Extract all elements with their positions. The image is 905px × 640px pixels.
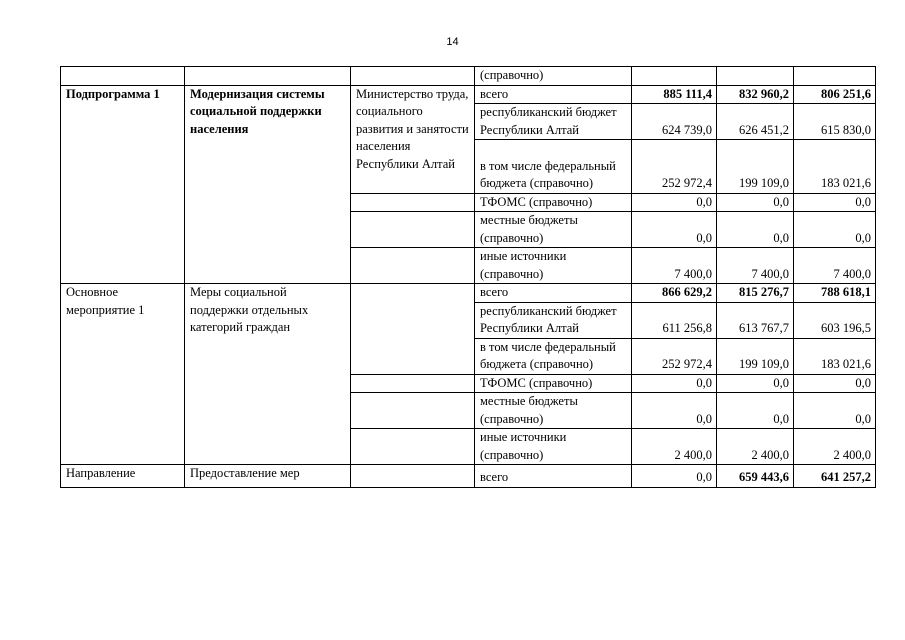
- value-cell: 0,0: [794, 212, 876, 248]
- source-cell: иные источники (справочно): [475, 248, 632, 284]
- source-cell: ТФОМС (справочно): [475, 193, 632, 212]
- executor-cell: [351, 193, 475, 212]
- executor-cell: [351, 212, 475, 248]
- value-cell: 0,0: [632, 193, 717, 212]
- value-cell: 2 400,0: [632, 429, 717, 465]
- value-cell: [794, 67, 876, 86]
- value-cell: 0,0: [717, 193, 794, 212]
- source-cell: всего: [475, 85, 632, 104]
- source-cell: иные источники (справочно): [475, 429, 632, 465]
- value-cell: 611 256,8: [632, 302, 717, 338]
- table-row: [61, 284, 876, 303]
- table-row: [61, 67, 876, 86]
- value-cell: 603 196,5: [794, 302, 876, 338]
- executor-cell: [351, 248, 475, 284]
- table-row: [61, 85, 876, 104]
- value-cell: 0,0: [794, 393, 876, 429]
- source-cell: в том числе федеральный бюджета (справочно): [475, 338, 632, 374]
- executor-cell: [351, 67, 475, 86]
- value-cell: 0,0: [632, 393, 717, 429]
- code-cell: Направление: [61, 465, 185, 488]
- value-cell: 615 830,0: [794, 104, 876, 140]
- source-cell: в том числе федеральный бюджета (справочно): [475, 140, 632, 194]
- value-cell: 626 451,2: [717, 104, 794, 140]
- name-cell: [185, 67, 351, 86]
- value-cell: [717, 67, 794, 86]
- value-cell: 866 629,2: [632, 284, 717, 303]
- table-row: [61, 465, 876, 488]
- name-cell: Меры социальной поддержки отдельных категорий граждан: [185, 284, 351, 465]
- value-cell: 815 276,7: [717, 284, 794, 303]
- value-cell: 7 400,0: [717, 248, 794, 284]
- value-cell: 7 400,0: [632, 248, 717, 284]
- source-cell: республиканский бюджет Республики Алтай: [475, 302, 632, 338]
- value-cell: 641 257,2: [794, 465, 876, 488]
- executor-cell: [351, 429, 475, 465]
- value-cell: 788 618,1: [794, 284, 876, 303]
- value-cell: 2 400,0: [717, 429, 794, 465]
- source-cell: (справочно): [475, 67, 632, 86]
- value-cell: 0,0: [717, 393, 794, 429]
- value-cell: 0,0: [632, 374, 717, 393]
- executor-cell: [351, 374, 475, 393]
- value-cell: 0,0: [794, 193, 876, 212]
- code-cell: [61, 67, 185, 86]
- executor-cell: [351, 284, 475, 375]
- source-cell: республиканский бюджет Республики Алтай: [475, 104, 632, 140]
- source-cell: ТФОМС (справочно): [475, 374, 632, 393]
- budget-table: [60, 66, 876, 488]
- value-cell: 0,0: [717, 212, 794, 248]
- source-cell: всего: [475, 284, 632, 303]
- value-cell: 0,0: [794, 374, 876, 393]
- source-cell: местные бюджеты (справочно): [475, 393, 632, 429]
- value-cell: 199 109,0: [717, 338, 794, 374]
- value-cell: 199 109,0: [717, 140, 794, 194]
- name-cell: Предоставление мер: [185, 465, 351, 488]
- value-cell: 832 960,2: [717, 85, 794, 104]
- value-cell: 885 111,4: [632, 85, 717, 104]
- value-cell: 0,0: [632, 465, 717, 488]
- value-cell: 252 972,4: [632, 338, 717, 374]
- source-cell: местные бюджеты (справочно): [475, 212, 632, 248]
- value-cell: [632, 67, 717, 86]
- value-cell: 7 400,0: [794, 248, 876, 284]
- name-cell: Модернизация системы социальной поддержки населения: [185, 85, 351, 284]
- value-cell: 613 767,7: [717, 302, 794, 338]
- source-cell: всего: [475, 465, 632, 488]
- code-cell: Подпрограмма 1: [61, 85, 185, 284]
- executor-cell: Министерство труда, социального развития и занятости населения Республики Алтай: [351, 85, 475, 193]
- value-cell: 659 443,6: [717, 465, 794, 488]
- value-cell: 2 400,0: [794, 429, 876, 465]
- executor-cell: [351, 393, 475, 429]
- value-cell: 183 021,6: [794, 140, 876, 194]
- value-cell: 0,0: [632, 212, 717, 248]
- value-cell: 0,0: [717, 374, 794, 393]
- code-cell: Основное мероприятие 1: [61, 284, 185, 465]
- value-cell: 806 251,6: [794, 85, 876, 104]
- executor-cell: [351, 465, 475, 488]
- value-cell: 183 021,6: [794, 338, 876, 374]
- value-cell: 624 739,0: [632, 104, 717, 140]
- page-number: 14: [446, 36, 459, 48]
- value-cell: 252 972,4: [632, 140, 717, 194]
